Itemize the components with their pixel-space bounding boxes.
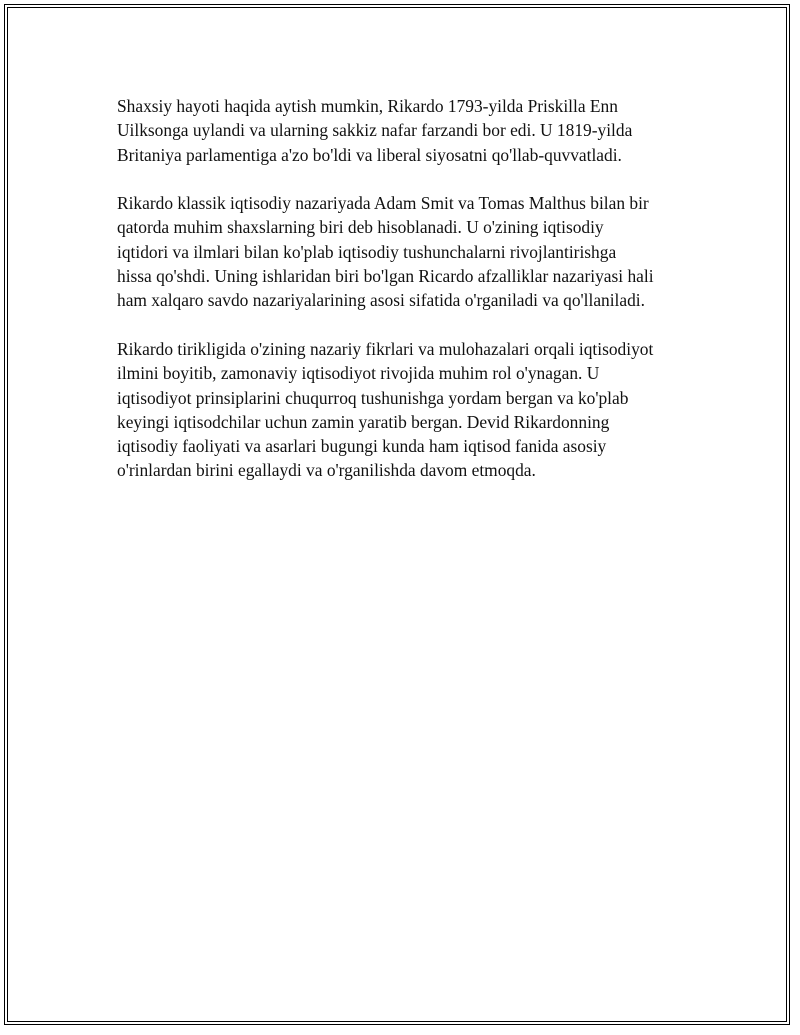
text-line: keyingi iqtisodchilar uchun zamin yaratib bergan. Devid Rikardonning: [117, 411, 610, 432]
text-line: hissa qo'shdi. Uning ishlaridan biri bo'lgan Ricardo afzalliklar nazariyasi hali: [117, 266, 654, 287]
text-line: Shaxsiy hayoti haqida aytish mumkin, Rikardo 1793-yilda Priskilla Enn: [117, 96, 618, 116]
paragraph-1: [117, 94, 697, 167]
text-line: iqtidori va ilmlari bilan ko'plab iqtisodiy tushunchalarni rivojlantirishga: [117, 241, 617, 262]
text-line: iqtisodiy faoliyati va asarlari bugungi kunda ham iqtisod fanida asosiy: [117, 436, 607, 457]
text-line: Rikardo klassik iqtisodiy nazariyada Adam Smit va Tomas Malthus bilan bir: [117, 193, 649, 214]
text-line: Rikardo tirikligida o'zining nazariy fikrlari va mulohazalari orqali iqtisodiyot: [117, 338, 654, 359]
paragraph-2: [117, 191, 697, 312]
text-line: qatorda muhim shaxslarning biri deb hisoblanadi. U o'zining iqtisodiy: [117, 217, 604, 238]
text-line: ham xalqaro savdo nazariyalarining asosi sifatida o'rganiladi va qo'llaniladi.: [117, 290, 645, 311]
text-line: ilmini boyitib, zamonaviy iqtisodiyot rivojida muhim rol o'ynagan. U: [117, 363, 600, 384]
paragraph-3: [117, 337, 697, 483]
document-body: [117, 94, 697, 507]
text-line: o'rinlardan birini egallaydi va o'rganilishda davom etmoqda.: [117, 460, 536, 481]
text-line: Britaniya parlamentiga a'zo bo'ldi va liberal siyosatni qo'llab-quvvatladi.: [117, 144, 622, 165]
text-line: iqtisodiyot prinsiplarini chuqurroq tushunishga yordam bergan va ko'plab: [117, 387, 629, 408]
text-line: Uilksonga uylandi va ularning sakkiz nafar farzandi bor edi. U 1819-yilda: [117, 120, 633, 141]
